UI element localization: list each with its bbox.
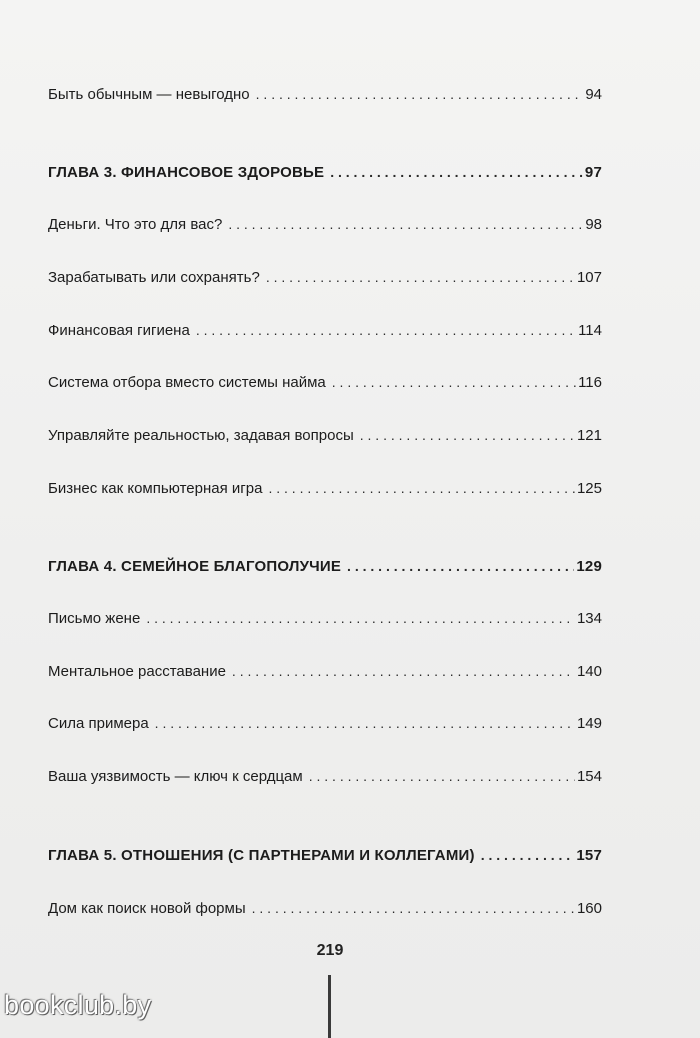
- toc-entry-title: Сила примера: [48, 715, 149, 732]
- toc-entry-page: 116: [578, 374, 602, 391]
- toc-entry-page: 98: [585, 216, 602, 233]
- toc-entry-title: Ментальное расставание: [48, 663, 226, 680]
- dot-leader: [347, 556, 574, 576]
- toc-chapter-title: ГЛАВА 4. СЕМЕЙНОЕ БЛАГОПОЛУЧИЕ: [48, 558, 342, 575]
- toc-entry-page: 140: [576, 663, 602, 680]
- toc-entry: [48, 372, 602, 393]
- toc-chapter-title: ГЛАВА 5. ОТНОШЕНИЯ (С ПАРТНЕРАМИ И КОЛЛЕГАМИ): [48, 847, 475, 864]
- dot-leader: [330, 162, 583, 182]
- toc-entry-page: 121: [576, 427, 602, 444]
- toc-entry-page: 114: [578, 322, 602, 339]
- dot-leader: [266, 267, 575, 287]
- dot-leader: [232, 661, 575, 681]
- dot-leader: [360, 425, 575, 445]
- toc-entry: [48, 713, 602, 734]
- toc-chapter-page: 129: [576, 558, 602, 575]
- dot-leader: [252, 898, 575, 918]
- toc-entry: [48, 214, 602, 235]
- toc-entry-page: 107: [576, 269, 602, 286]
- toc-entry: [48, 425, 602, 446]
- dot-leader: [268, 478, 575, 498]
- toc-chapter-page: 157: [576, 847, 602, 864]
- toc-entry-title: Зарабатывать или сохранять?: [48, 269, 260, 286]
- toc-entry: [48, 898, 602, 919]
- toc-entry-title: Дом как поиск новой формы: [48, 900, 246, 917]
- toc-entry-page: 154: [576, 768, 602, 785]
- toc-entry: [48, 84, 602, 105]
- page-number: 219: [316, 942, 344, 959]
- toc-entry: [48, 661, 602, 682]
- toc-entry-page: 94: [585, 86, 602, 103]
- toc-entry: [48, 608, 602, 629]
- dot-leader: [146, 608, 575, 628]
- toc-entry-title: Система отбора вместо системы найма: [48, 374, 326, 391]
- toc-entry: [48, 766, 602, 787]
- dot-leader: [256, 84, 584, 104]
- toc-entry-title: Письмо жене: [48, 610, 141, 627]
- dot-leader: [155, 713, 575, 733]
- toc-entry: [48, 267, 602, 288]
- toc-chapter-page: 97: [584, 164, 602, 181]
- dot-leader: [196, 320, 576, 340]
- dot-leader: [309, 766, 575, 786]
- toc-entry-title: Финансовая гигиена: [48, 322, 190, 339]
- page-divider-rule: [328, 975, 331, 1038]
- toc-entry-page: 149: [576, 715, 602, 732]
- toc-chapter-title: ГЛАВА 3. ФИНАНСОВОЕ ЗДОРОВЬЕ: [48, 164, 325, 181]
- toc-entry-page: 134: [576, 610, 602, 627]
- toc-chapter-heading: [48, 162, 602, 183]
- toc-entry-title: Ваша уязвимость — ключ к сердцам: [48, 768, 303, 785]
- toc-entry-page: 125: [576, 480, 602, 497]
- toc-entry-title: Бизнес как компьютерная игра: [48, 480, 263, 497]
- site-watermark: bookclub.by: [4, 990, 152, 1020]
- toc-entry-page: 160: [576, 900, 602, 917]
- toc-chapter-heading: [48, 845, 602, 866]
- toc-entry-title: Быть обычным — невыгодно: [48, 86, 250, 103]
- dot-leader: [481, 845, 575, 865]
- toc-entry: [48, 320, 602, 341]
- toc-entry-title: Управляйте реальностью, задавая вопросы: [48, 427, 354, 444]
- dot-leader: [332, 372, 576, 392]
- toc-entry: [48, 478, 602, 499]
- toc-chapter-heading: [48, 556, 602, 577]
- dot-leader: [228, 214, 583, 234]
- toc-entry-title: Деньги. Что это для вас?: [48, 216, 223, 233]
